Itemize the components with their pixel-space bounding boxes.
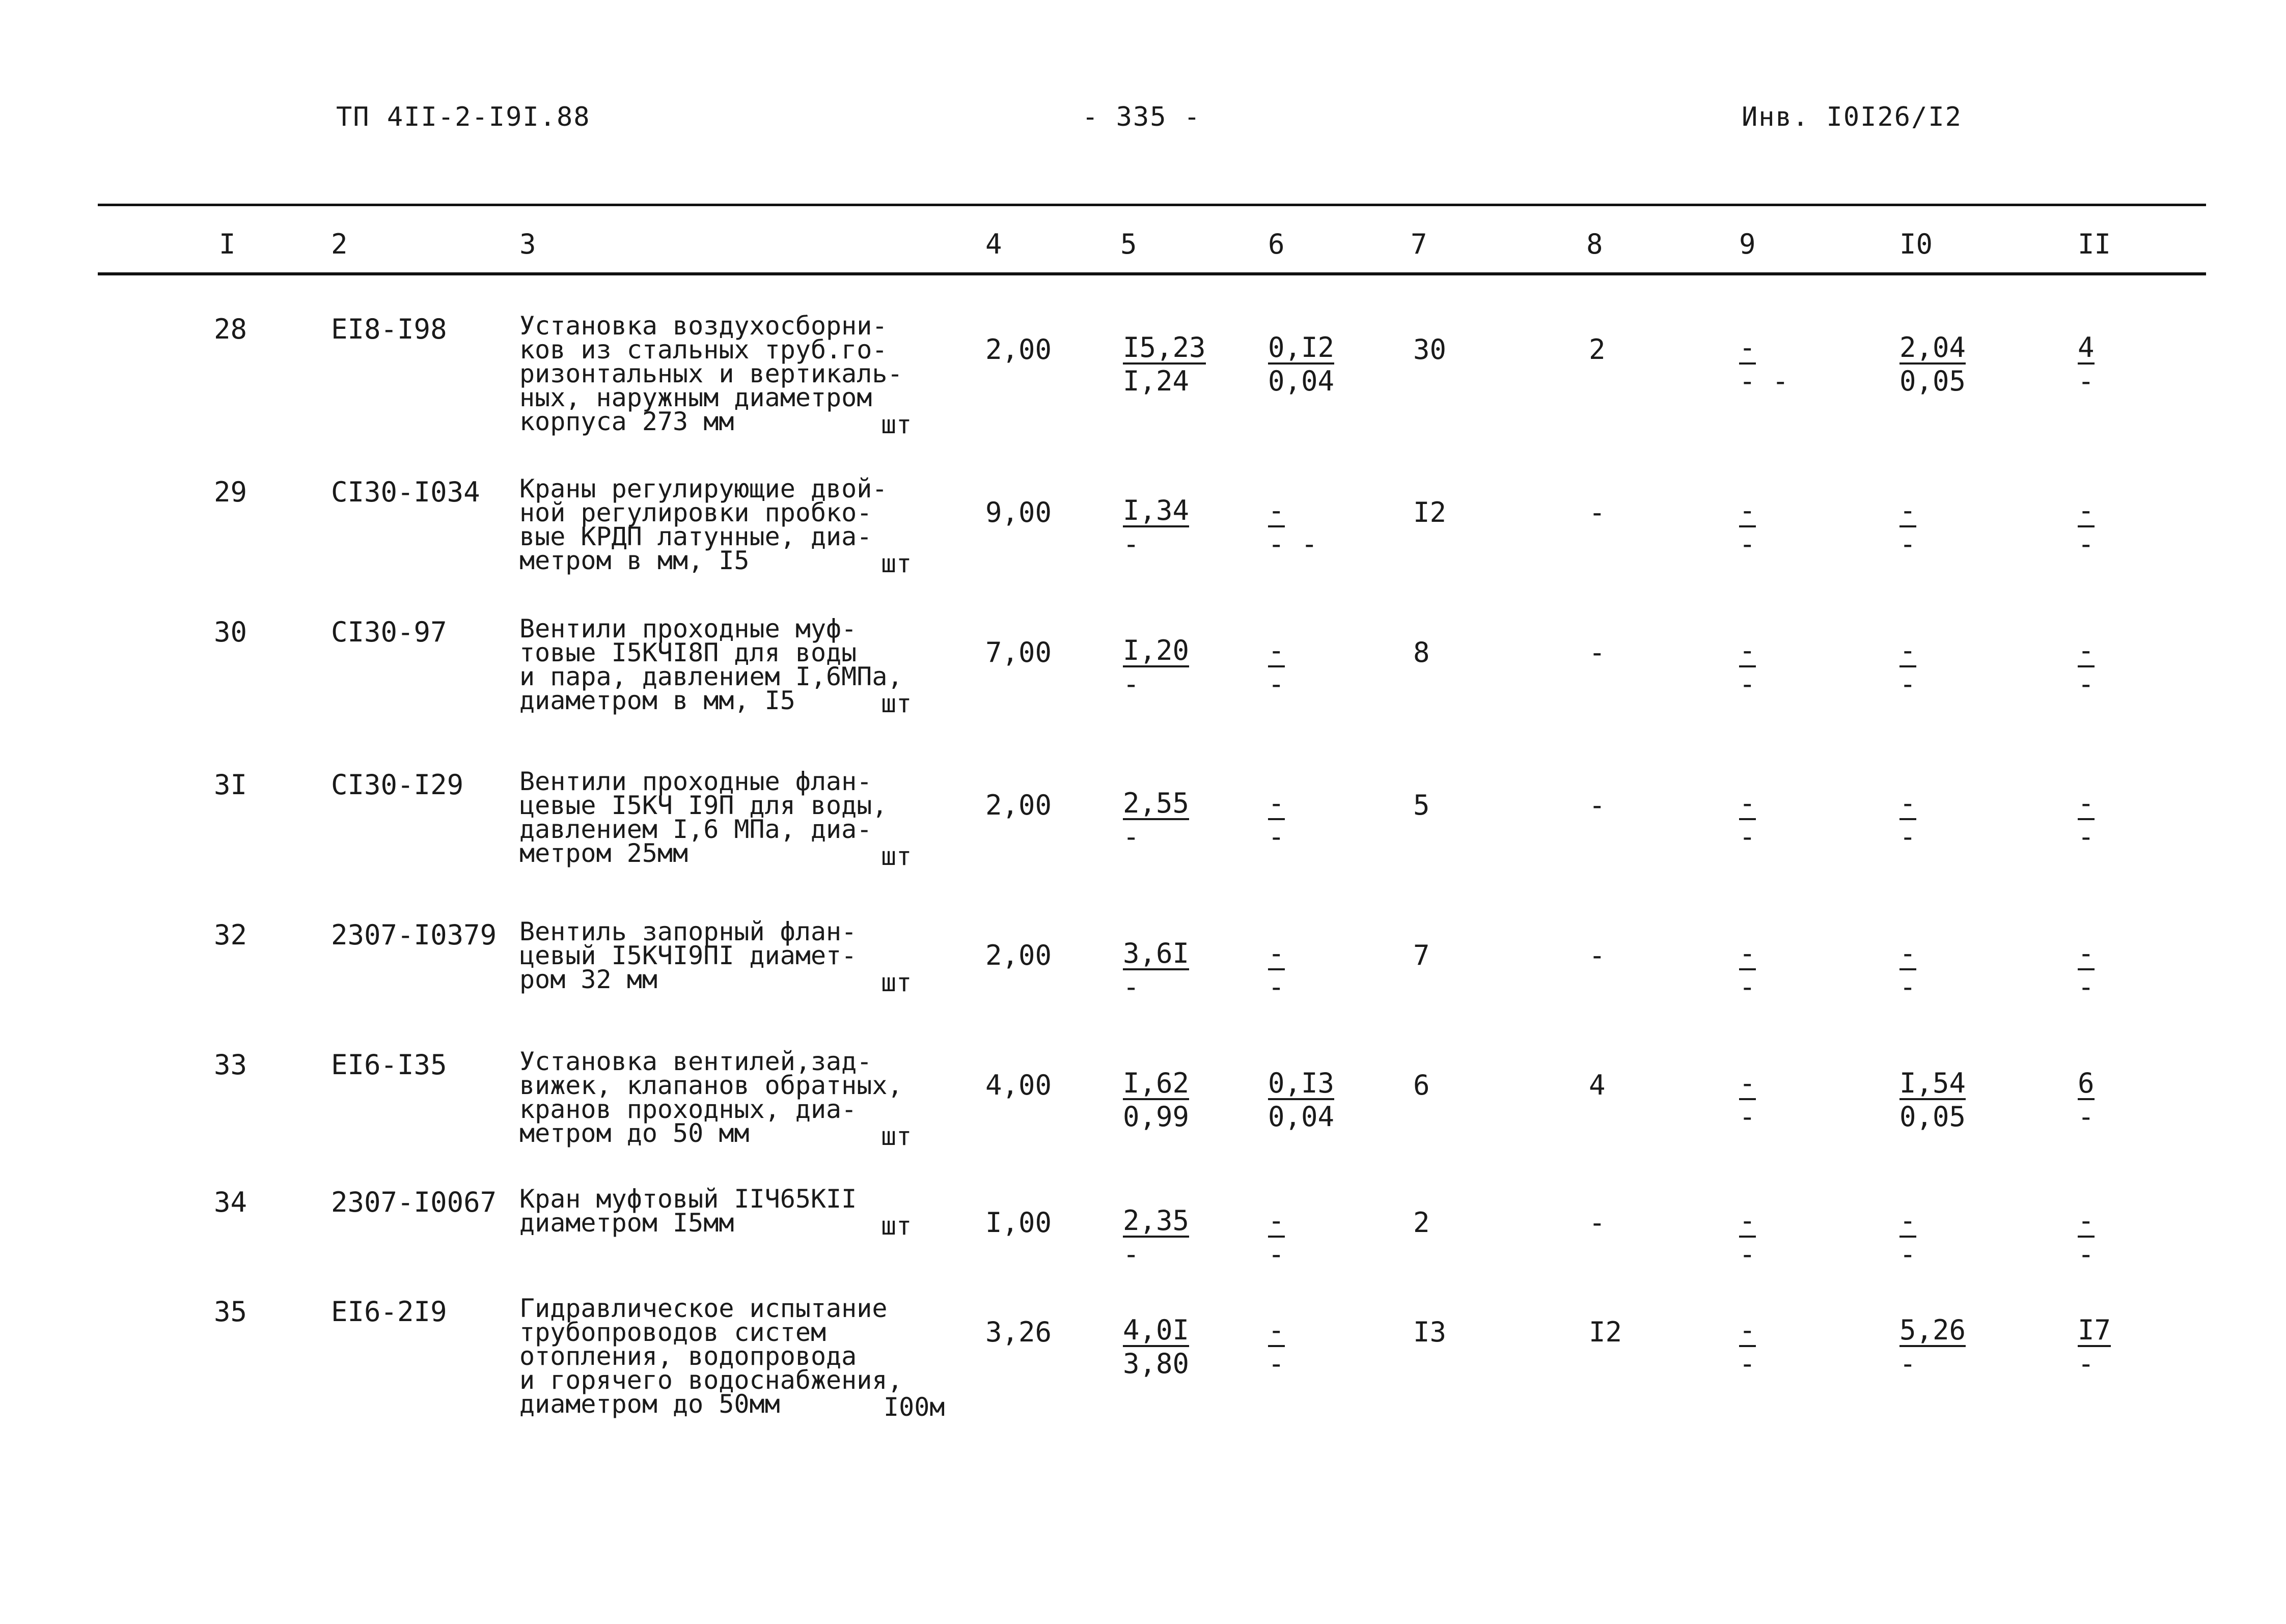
fraction-numerator: 4,0I	[1123, 1314, 1190, 1346]
column-number: 8	[1586, 228, 1603, 260]
fraction-numerator: -	[1739, 937, 1756, 969]
description-line: давлением I,6 МПа, диа-	[519, 815, 872, 844]
column-number: 2	[331, 228, 348, 260]
row-number: 33	[214, 1049, 247, 1081]
column-8-value: -	[1589, 1207, 1606, 1239]
quantity: 7,00	[985, 636, 1052, 668]
value-fraction-c6	[1268, 787, 1285, 854]
fraction-numerator: -	[1899, 1205, 1916, 1237]
column-number: II	[2078, 228, 2111, 260]
unit-of-measure: шт	[881, 410, 912, 439]
description-line: ром 32 мм	[519, 965, 657, 994]
fraction-numerator: -	[1739, 1314, 1756, 1346]
document-code: ТП 4II-2-I9I.88	[336, 102, 591, 132]
fraction-denominator: -	[1899, 1238, 1916, 1270]
fraction-numerator: I,34	[1123, 494, 1190, 526]
value-fraction-c11	[2078, 634, 2095, 701]
value-fraction-c10	[1899, 494, 1916, 561]
column-number: I	[219, 228, 236, 260]
value-fraction-c5	[1123, 634, 1189, 701]
value-fraction-c6	[1268, 1067, 1334, 1134]
column-number: 5	[1120, 228, 1137, 260]
column-8-value: -	[1589, 939, 1606, 971]
fraction-denominator: -	[1739, 1348, 1756, 1380]
description-line: товые I5КЧI8П для воды	[519, 638, 857, 667]
fraction-denominator: -	[2078, 365, 2095, 397]
value-fraction-c5	[1123, 494, 1189, 561]
column-number: 9	[1739, 228, 1756, 260]
description-line: трубопроводов систем	[519, 1318, 827, 1347]
row-number: 30	[214, 616, 247, 648]
value-fraction-c11	[2078, 331, 2095, 398]
fraction-numerator: -	[1739, 1067, 1756, 1099]
description-line: ризонтальных и вертикаль-	[519, 359, 903, 388]
value-fraction-c9	[1739, 937, 1756, 1004]
fraction-denominator: - -	[1739, 365, 1789, 397]
value-fraction-c5	[1123, 331, 1206, 398]
fraction-numerator: -	[1268, 1314, 1285, 1346]
fraction-denominator: I,24	[1123, 365, 1190, 397]
value-fraction-c9	[1739, 787, 1756, 854]
value-fraction-c9	[1739, 494, 1756, 561]
quantity: 2,00	[985, 333, 1052, 366]
quantity: I,00	[985, 1207, 1052, 1239]
description-line: ков из стальных труб.го-	[519, 335, 888, 365]
column-number: 6	[1268, 228, 1285, 260]
description-line: цевые I5КЧ I9П для воды,	[519, 791, 888, 820]
fraction-denominator: -	[1739, 971, 1756, 1003]
row-number: 32	[214, 919, 247, 951]
fraction-numerator: 3,6I	[1123, 937, 1190, 969]
description-line: вые КРДП латунные, диа-	[519, 522, 872, 551]
work-description	[519, 1047, 922, 1148]
value-fraction-c10	[1899, 937, 1916, 1004]
fraction-numerator: -	[1268, 494, 1285, 526]
fraction-denominator: -	[2078, 1101, 2095, 1133]
value-fraction-c10	[1899, 787, 1916, 854]
description-line: диаметром в мм, I5	[519, 686, 795, 715]
description-line: диаметром до 50мм	[519, 1389, 780, 1419]
value-fraction-c11	[2078, 1313, 2111, 1381]
fraction-denominator: 0,99	[1123, 1101, 1190, 1133]
value-fraction-c6	[1268, 937, 1285, 1004]
fraction-numerator: -	[1268, 787, 1285, 819]
value-fraction-c10	[1899, 331, 1966, 398]
fraction-denominator: 0,04	[1268, 1101, 1335, 1133]
value-fraction-c9	[1739, 1204, 1756, 1271]
rate-code: EI6-2I9	[331, 1296, 447, 1328]
row-number: 28	[214, 313, 247, 345]
rate-code: EI6-I35	[331, 1049, 447, 1081]
quantity: 2,00	[985, 789, 1052, 821]
rate-code: EI8-I98	[331, 313, 447, 345]
column-number: 3	[519, 228, 536, 260]
fraction-numerator: I,54	[1899, 1067, 1966, 1099]
fraction-numerator: 5,26	[1899, 1314, 1966, 1346]
description-line: отопления, водопровода	[519, 1341, 857, 1371]
fraction-numerator: -	[1739, 1205, 1756, 1237]
fraction-numerator: -	[1739, 787, 1756, 819]
description-line: Вентили проходные муф-	[519, 614, 857, 643]
column-7-value: I2	[1413, 496, 1447, 528]
column-8-value: -	[1589, 789, 1606, 821]
description-line: Кран муфтовый IIЧ65КII	[519, 1184, 857, 1214]
description-line: и горячего водоснабжения,	[519, 1365, 903, 1395]
quantity: 4,00	[985, 1069, 1052, 1101]
value-fraction-c5	[1123, 787, 1189, 854]
value-fraction-c6	[1268, 1204, 1285, 1271]
fraction-denominator: -	[2078, 528, 2095, 560]
fraction-denominator: -	[2078, 971, 2095, 1003]
fraction-numerator: I,62	[1123, 1067, 1190, 1099]
fraction-numerator: 2,55	[1123, 787, 1190, 819]
fraction-denominator: -	[1899, 821, 1916, 853]
row-number: 35	[214, 1296, 247, 1328]
unit-of-measure: шт	[881, 842, 912, 871]
fraction-denominator: -	[1899, 971, 1916, 1003]
fraction-denominator: -	[2078, 668, 2095, 700]
value-fraction-c6	[1268, 634, 1285, 701]
description-line: Установка воздухосборни-	[519, 311, 888, 341]
unit-of-measure: шт	[881, 1211, 912, 1241]
description-line: Вентиль запорный флан-	[519, 917, 857, 946]
column-7-value: 2	[1413, 1207, 1430, 1239]
value-fraction-c11	[2078, 1067, 2095, 1134]
rate-code: 2307-I0379	[331, 919, 497, 951]
value-fraction-c11	[2078, 937, 2095, 1004]
column-8-value: -	[1589, 636, 1606, 668]
value-fraction-c5	[1123, 937, 1189, 1004]
inventory-number: Инв. I0I26/I2	[1742, 102, 1962, 132]
column-number: 4	[985, 228, 1002, 260]
value-fraction-c6	[1268, 494, 1318, 561]
fraction-numerator: 4	[2078, 331, 2095, 363]
column-8-value: 4	[1589, 1069, 1606, 1101]
fraction-denominator: -	[1123, 971, 1140, 1003]
fraction-numerator: -	[1739, 331, 1756, 363]
fraction-numerator: -	[1268, 634, 1285, 666]
fraction-numerator: -	[1268, 937, 1285, 969]
fraction-denominator: -	[1123, 668, 1140, 700]
value-fraction-c10	[1899, 634, 1916, 701]
value-fraction-c6	[1268, 331, 1334, 398]
fraction-numerator: 0,I2	[1268, 331, 1335, 363]
fraction-denominator: -	[1268, 1238, 1285, 1270]
value-fraction-c9	[1739, 634, 1756, 701]
description-line: метром в мм, I5	[519, 546, 750, 575]
fraction-numerator: -	[2078, 1205, 2095, 1237]
quantity: 9,00	[985, 496, 1052, 528]
fraction-denominator: -	[1739, 668, 1756, 700]
work-description	[519, 1184, 922, 1238]
fraction-numerator: I5,23	[1123, 331, 1206, 363]
column-7-value: 7	[1413, 939, 1430, 971]
fraction-numerator: -	[1739, 494, 1756, 526]
fraction-denominator: 0,04	[1268, 365, 1335, 397]
value-fraction-c10	[1899, 1313, 1966, 1381]
fraction-denominator: -	[2078, 821, 2095, 853]
fraction-denominator: -	[1268, 1348, 1285, 1380]
column-7-value: 30	[1413, 333, 1447, 366]
work-description	[519, 767, 922, 868]
rate-code: CI30-97	[331, 616, 447, 648]
value-fraction-c6	[1268, 1313, 1285, 1381]
rate-code: CI30-I034	[331, 476, 480, 508]
table-top-rule	[98, 204, 2206, 206]
fraction-denominator: -	[1739, 528, 1756, 560]
fraction-denominator: - -	[1268, 528, 1318, 560]
description-line: и пара, давлением I,6МПа,	[519, 662, 903, 691]
description-line: цевый I5КЧI9ПI диамет-	[519, 941, 857, 970]
description-line: Краны регулирующие двой-	[519, 474, 888, 503]
fraction-numerator: -	[2078, 634, 2095, 666]
column-7-value: 6	[1413, 1069, 1430, 1101]
description-line: Установка вентилей,зад-	[519, 1047, 872, 1076]
fraction-denominator: -	[1899, 528, 1916, 560]
rate-code: 2307-I0067	[331, 1186, 497, 1218]
description-line: кранов проходных, диа-	[519, 1095, 857, 1124]
fraction-denominator: -	[1123, 1238, 1140, 1270]
work-description	[519, 614, 922, 715]
quantity: 3,26	[985, 1316, 1052, 1348]
description-line: ной регулировки пробко-	[519, 498, 872, 527]
fraction-denominator: -	[1899, 668, 1916, 700]
description-line: вижек, клапанов обратных,	[519, 1071, 903, 1100]
row-number: 29	[214, 476, 247, 508]
rate-code: CI30-I29	[331, 769, 464, 801]
column-7-value: 8	[1413, 636, 1430, 668]
work-description	[519, 474, 922, 575]
value-fraction-c9	[1739, 1313, 1756, 1381]
value-fraction-c5	[1123, 1313, 1189, 1381]
fraction-numerator: -	[1899, 634, 1916, 666]
fraction-denominator: 0,05	[1899, 1101, 1966, 1133]
column-number: I0	[1899, 228, 1933, 260]
fraction-denominator: -	[1123, 528, 1140, 560]
fraction-numerator: -	[1899, 787, 1916, 819]
fraction-denominator: -	[1739, 1101, 1756, 1133]
value-fraction-c11	[2078, 494, 2095, 561]
fraction-numerator: 2,35	[1123, 1205, 1190, 1237]
column-8-value: I2	[1589, 1316, 1622, 1348]
fraction-numerator: -	[1739, 634, 1756, 666]
description-line: метром до 50 мм	[519, 1118, 750, 1148]
unit-of-measure: шт	[881, 1122, 912, 1151]
value-fraction-c5	[1123, 1204, 1189, 1271]
unit-of-measure: шт	[881, 968, 912, 997]
description-line: диаметром I5мм	[519, 1208, 734, 1238]
column-number: 7	[1411, 228, 1427, 260]
value-fraction-c10	[1899, 1204, 1916, 1271]
fraction-numerator: -	[2078, 494, 2095, 526]
work-description	[519, 311, 922, 436]
fraction-numerator: -	[1268, 1205, 1285, 1237]
fraction-denominator: 0,05	[1899, 365, 1966, 397]
fraction-numerator: 0,I3	[1268, 1067, 1335, 1099]
fraction-numerator: -	[1899, 937, 1916, 969]
value-fraction-c10	[1899, 1067, 1966, 1134]
fraction-denominator: -	[2078, 1348, 2095, 1380]
column-7-value: 5	[1413, 789, 1430, 821]
column-8-value: -	[1589, 496, 1606, 528]
value-fraction-c9	[1739, 331, 1789, 398]
column-7-value: I3	[1413, 1316, 1447, 1348]
unit-of-measure: шт	[881, 549, 912, 578]
description-line: ных, наружным диаметром	[519, 383, 872, 412]
fraction-denominator: -	[1739, 1238, 1756, 1270]
table-header-rule	[98, 272, 2206, 275]
fraction-denominator: -	[2078, 1238, 2095, 1270]
fraction-denominator: -	[1123, 821, 1140, 853]
fraction-denominator: -	[1899, 1348, 1916, 1380]
value-fraction-c5	[1123, 1067, 1189, 1134]
fraction-numerator: I,20	[1123, 634, 1190, 666]
unit-of-measure: I00м	[884, 1392, 945, 1422]
row-number: 3I	[214, 769, 247, 801]
fraction-numerator: 2,04	[1899, 331, 1966, 363]
description-line: метром 25мм	[519, 838, 688, 868]
row-number: 34	[214, 1186, 247, 1218]
work-description	[519, 917, 922, 994]
quantity: 2,00	[985, 939, 1052, 971]
column-8-value: 2	[1589, 333, 1606, 366]
fraction-numerator: -	[2078, 937, 2095, 969]
page-number: - 335 -	[1082, 102, 1201, 132]
fraction-denominator: -	[1268, 971, 1285, 1003]
fraction-numerator: I7	[2078, 1314, 2111, 1346]
fraction-denominator: -	[1268, 821, 1285, 853]
value-fraction-c11	[2078, 787, 2095, 854]
description-line: корпуса 273 мм	[519, 407, 734, 436]
fraction-numerator: -	[1899, 494, 1916, 526]
description-line: Вентили проходные флан-	[519, 767, 872, 796]
description-line: Гидравлическое испытание	[519, 1294, 888, 1323]
value-fraction-c11	[2078, 1204, 2095, 1271]
fraction-denominator: -	[1268, 668, 1285, 700]
fraction-numerator: -	[2078, 787, 2095, 819]
fraction-denominator: -	[1739, 821, 1756, 853]
value-fraction-c9	[1739, 1067, 1756, 1134]
unit-of-measure: шт	[881, 689, 912, 718]
fraction-denominator: 3,80	[1123, 1348, 1190, 1380]
fraction-numerator: 6	[2078, 1067, 2095, 1099]
